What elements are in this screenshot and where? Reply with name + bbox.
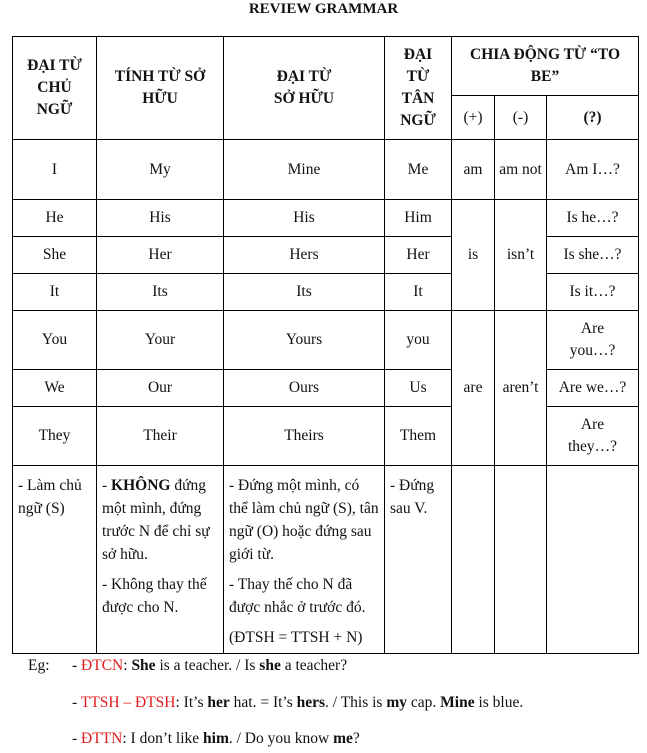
example-tag: TTSH – ĐTSH [80,694,176,711]
example-dash: - [72,730,82,747]
cell-question: Am I…? [547,140,639,200]
example-tag: ĐTTN [81,730,123,747]
cell-possessive-pronoun: Ours [224,370,385,407]
note-empty-negative [495,466,547,654]
example-emphasis: him [203,730,229,747]
example-emphasis: She [131,657,156,674]
cell-positive-is: is [452,200,495,311]
note-emphasis: KHÔNG [111,477,171,494]
example-text: a teacher? [280,657,348,674]
header-object-pronoun: ĐẠI TỪ TÂN NGỮ [385,37,452,140]
note-possessive-adjective [97,466,224,654]
grammar-table [12,36,639,654]
header-negative: (-) [495,96,547,140]
cell-question: Are we…? [547,370,639,407]
note-empty-question [547,466,639,654]
cell-possessive-adjective: My [97,140,224,200]
header-subject-pronoun: ĐẠI TỪ CHỦ NGỮ [13,37,97,140]
note-object [385,466,452,654]
cell-object: Me [385,140,452,200]
example-text: hat. = It’s [229,694,297,711]
example-emphasis: she [259,657,281,674]
cell-question: Are they…? [547,407,639,466]
note-subject-text: - Làm chủ ngữ (S) [18,477,82,517]
example-text: . / Do you know [228,730,334,747]
example-text: . / This is [325,694,387,711]
header-possessive-pronoun-line1: ĐẠI TỪ [276,68,332,85]
note-possessive-adjective-2: - Không thay thế được cho N. [102,576,207,616]
note-dash: - [102,477,112,494]
example-text: : I don’t like [122,730,204,747]
example-text: cap. [407,694,441,711]
cell-subject: I [13,140,97,200]
table-row [13,200,639,237]
cell-object: Her [385,237,452,274]
note-possessive-pronoun-3: (ĐTSH = TTSH + N) [229,629,363,646]
example-emphasis: me [333,730,353,747]
header-possessive-adjective: TÍNH TỪ SỞ HỮU [97,37,224,140]
cell-subject: They [13,407,97,466]
note-subject [13,466,97,654]
table-row [13,140,639,200]
example-line-possessive [72,694,523,712]
header-to-be: CHIA ĐỘNG TỪ “TO BE” [452,37,639,96]
cell-negative: am not [495,140,547,200]
cell-possessive-adjective: Our [97,370,224,407]
cell-possessive-adjective: Your [97,311,224,370]
cell-object: Him [385,200,452,237]
example-line-subject [72,657,347,675]
example-emphasis: Mine [440,694,475,711]
example-dash: - [72,657,82,674]
header-question: (?) [547,96,639,140]
cell-possessive-pronoun: Hers [224,237,385,274]
cell-question: Is she…? [547,237,639,274]
cell-subject: She [13,237,97,274]
cell-object: you [385,311,452,370]
note-possessive-adjective-1 [102,474,218,566]
example-emphasis: her [207,694,230,711]
example-emphasis: my [386,694,408,711]
note-empty-positive [452,466,495,654]
cell-possessive-adjective: His [97,200,224,237]
example-text: ? [352,730,360,747]
cell-possessive-pronoun: His [224,200,385,237]
cell-subject: He [13,200,97,237]
cell-negative-isnt: isn’t [495,200,547,311]
header-possessive-pronoun [224,37,385,140]
table-row [13,311,639,370]
example-dash: - [72,694,81,711]
cell-possessive-pronoun: Mine [224,140,385,200]
example-text: is blue. [474,694,524,711]
table-row-notes [13,466,639,654]
page-title: REVIEW GRAMMAR [248,1,399,17]
cell-possessive-pronoun: Its [224,274,385,311]
note-possessive-pronoun [224,466,385,654]
example-line-object [72,730,360,748]
example-text: is a teacher. / Is [155,657,260,674]
cell-positive-are: are [452,311,495,466]
cell-possessive-adjective: Their [97,407,224,466]
note-possessive-pronoun-1: - Đứng một mình, có thể làm chủ ngữ (S), tân ngữ (O) hoặc đứng sau giới từ. [229,477,379,563]
cell-possessive-adjective: Its [97,274,224,311]
note-rest: đứng một mình, đứng trước N để chỉ sự sở hữu. [102,477,210,563]
examples-label: Eg: [28,657,50,674]
note-object-text: - Đứng sau V. [390,477,435,517]
cell-possessive-adjective: Her [97,237,224,274]
cell-subject: We [13,370,97,407]
cell-subject: You [13,311,97,370]
example-emphasis: hers [296,694,326,711]
cell-question: Is it…? [547,274,639,311]
example-tag: ĐTCN [81,657,124,674]
cell-subject: It [13,274,97,311]
note-possessive-pronoun-2: - Thay thế cho N đã được nhắc ở trước đó. [229,576,366,616]
header-positive: (+) [452,96,495,140]
cell-negative-arent: aren’t [495,311,547,466]
cell-object: It [385,274,452,311]
cell-possessive-pronoun: Yours [224,311,385,370]
example-text: : It’s [175,694,208,711]
cell-positive: am [452,140,495,200]
cell-object: Us [385,370,452,407]
cell-question: Are you…? [547,311,639,370]
example-text: : [123,657,132,674]
cell-object: Them [385,407,452,466]
header-possessive-pronoun-line2: SỞ HỮU [273,90,335,107]
cell-possessive-pronoun: Theirs [224,407,385,466]
cell-question: Is he…? [547,200,639,237]
